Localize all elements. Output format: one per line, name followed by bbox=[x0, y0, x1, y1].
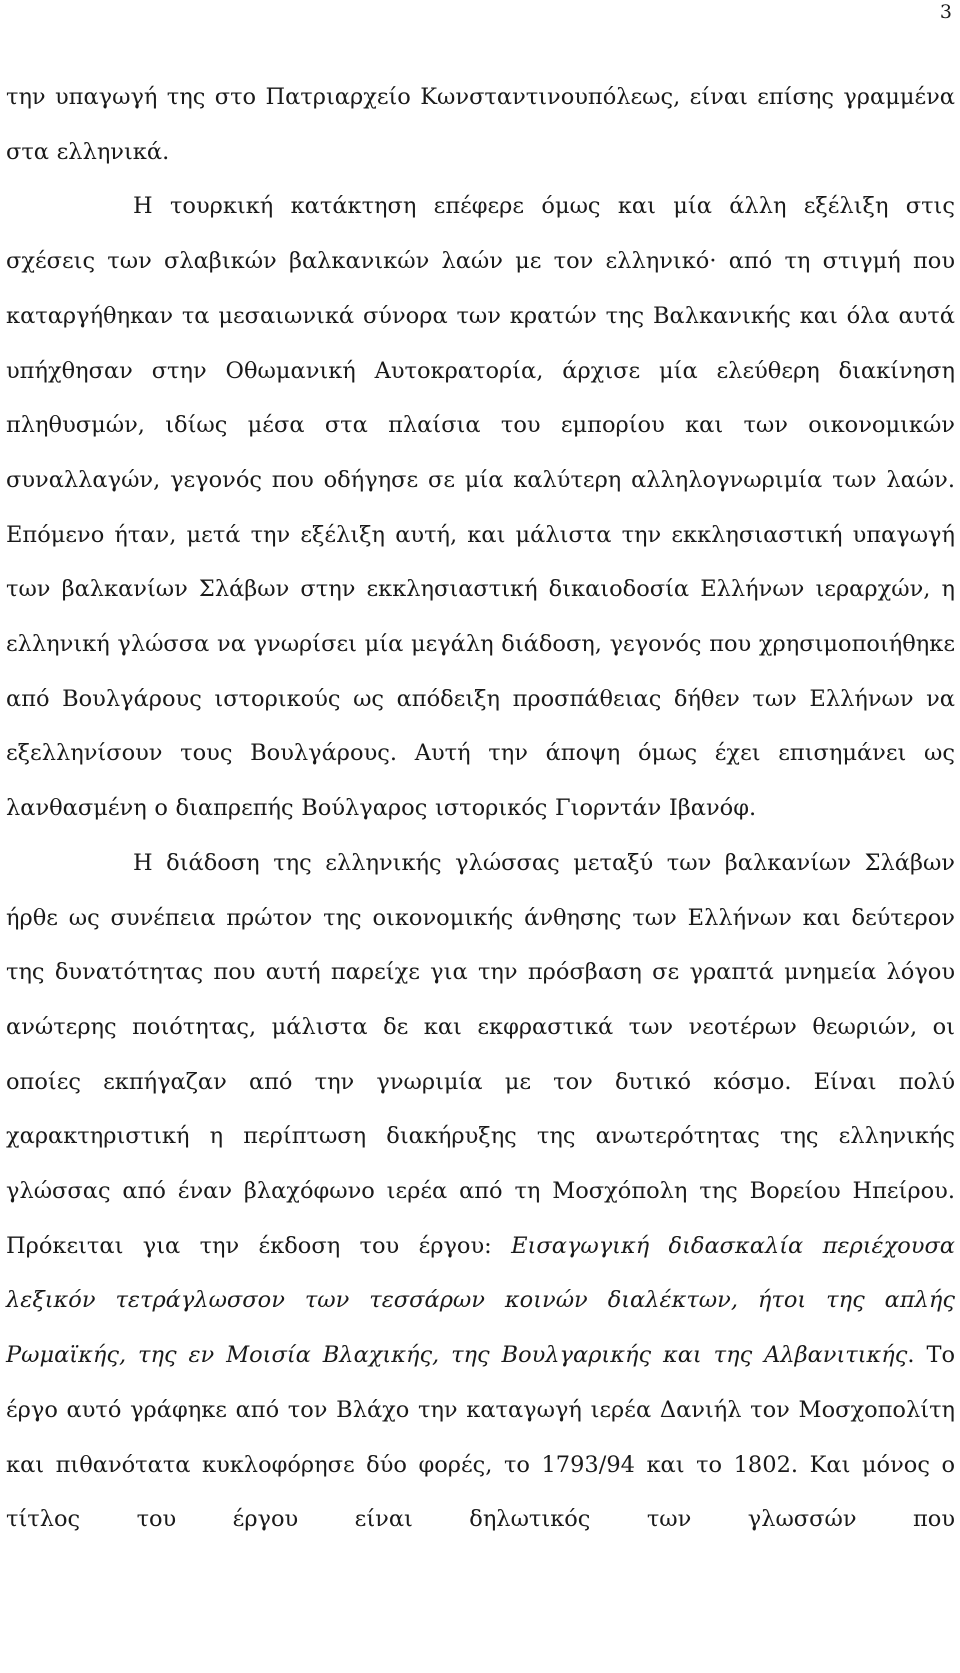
page-number: 3 bbox=[939, 1, 952, 23]
paragraph-text: . Το έργο αυτό γράφηκε από τον Βλάχο την καταγωγή ιερέα Δανιήλ τον Μοσχοπολίτη και πιθανότατα κυκλοφόρησε δύο φορές, το 1793/94 και το 1802. Και μόνος ο τίτλος του έργου είναι δηλωτικός των γλωσσών που bbox=[6, 1342, 956, 1533]
page-body bbox=[6, 70, 955, 1547]
paragraph-greek-language-spread bbox=[6, 836, 955, 1547]
paragraph-text: Η τουρκική κατάκτηση επέφερε όμως και μία άλλη εξέλιξη στις σχέσεις των σλαβικών βαλκανικών λαών με τον ελληνικό· από τη στιγμή που καταργήθηκαν τα μεσαιωνικά σύνορα των κρατών της Βαλκανικής και όλα αυτά υπήχθησαν στην Οθωμανική Αυτοκρατορία, άρχισε μία ελεύθερη διακίνηση πληθυσμών, ιδίως μέσα στα πλαίσια του εμπορίου και των οικονομικών συναλλαγών, γεγονός που οδήγησε σε μία καλύτερη αλληλογνωριμία των λαών. Επόμενο ήταν, μετά την εξέλιξη αυτή, και μάλιστα την εκκλησιαστική υπαγωγή των βαλκανίων Σλάβων στην εκκλησιαστική δικαιοδοσία Ελλήνων ιεραρχών, η ελληνική γλώσσα να γνωρίσει μία μεγάλη διάδοση, γεγονός που χρησιμοποιήθηκε από Βουλγάρους ιστορικούς ως απόδειξη προσπάθειας δήθεν των Ελλήνων να εξελληνίσουν τους Βουλγάρους. Αυτή την άποψη όμως έχει επισημάνει ως λανθασμένη ο διαπρεπής Βούλγαρος ιστορικός Γιορντάν Ιβανόφ. bbox=[6, 193, 955, 822]
paragraph-continuation bbox=[6, 70, 955, 179]
paragraph-text: Η διάδοση της ελληνικής γλώσσας μεταξύ των βαλκανίων Σλάβων ήρθε ως συνέπεια πρώτον της οικονομικής άνθησης των Ελλήνων και δεύτερον της δυνατότητας που αυτή παρείχε για την πρόσβαση σε γραπτά μνημεία λόγου ανώτερης ποιότητας, μάλιστα δε και εκφραστικά των νεοτέρων θεωριών, οι οποίες εκπήγαζαν από την γνωριμία με τον δυτικό κόσμο. Είναι πολύ χαρακτηριστική η περίπτωση διακήρυξης της ανωτερότητας της ελληνικής γλώσσας από έναν βλαχόφωνο ιερέα από τη Μοσχόπολη της Βορείου Ηπείρου. Πρόκειται για την έκδοση του έργου: bbox=[6, 849, 955, 1259]
paragraph-turkish-conquest bbox=[6, 179, 955, 835]
book-title: Εισαγωγική διδασκαλία περιέχουσα λεξικόν τετράγλωσσον των τεσσάρων κοινών διαλέκτων, ήτοι της απλής Ρωμαϊκής, της εν Μοισία Βλαχικής, της Βουλγαρικής και της Αλβανιτικής bbox=[6, 1232, 955, 1369]
paragraph-text: την υπαγωγή της στο Πατριαρχείο Κωνσταντινουπόλεως, είναι επίσης γραμμένα στα ελληνικά. bbox=[6, 84, 955, 165]
